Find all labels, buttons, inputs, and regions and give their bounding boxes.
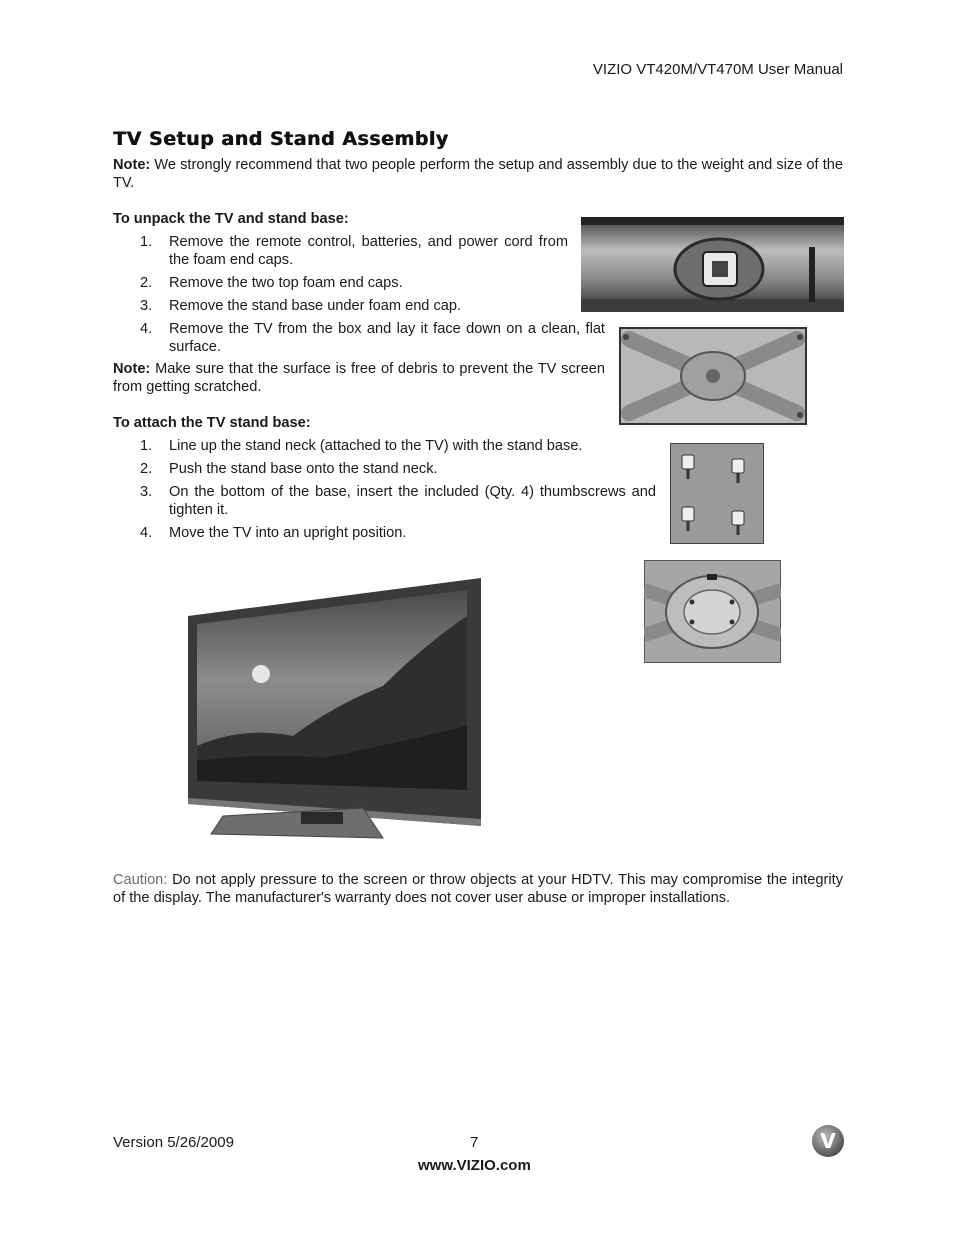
- foam-end-cap-photo: [581, 217, 844, 312]
- step-number: 1.: [140, 438, 153, 454]
- unpack-steps-list: [140, 233, 605, 356]
- surface-note-label: Note:: [113, 361, 151, 377]
- list-item: [140, 460, 656, 478]
- list-item: [140, 437, 656, 455]
- step-text: Remove the stand base under foam end cap.: [169, 298, 462, 314]
- step-number: 2.: [140, 275, 153, 291]
- list-item: [140, 297, 568, 315]
- caution-paragraph: [113, 871, 843, 907]
- intro-note-label: Note:: [113, 157, 151, 173]
- step-number: 2.: [140, 461, 153, 477]
- intro-note-text: We strongly recommend that two people perform the setup and assembly due to the weight and size of the TV.: [113, 157, 843, 191]
- attach-heading: To attach the TV stand base:: [113, 415, 311, 431]
- list-item: [140, 233, 568, 269]
- step-text: Push the stand base onto the stand neck.: [169, 461, 438, 477]
- assembled-tv-photo: [183, 576, 483, 842]
- section-title: TV Setup and Stand Assembly: [113, 128, 449, 150]
- step-number: 4.: [140, 525, 153, 541]
- step-number: 1.: [140, 234, 153, 250]
- vizio-logo-icon: V: [812, 1125, 844, 1157]
- page-number: 7: [470, 1134, 479, 1151]
- step-number: 3.: [140, 484, 153, 500]
- thumbscrews-photo: [670, 443, 764, 544]
- step-text: Move the TV into an upright position.: [169, 525, 407, 541]
- manual-title-header: VIZIO VT420M/VT470M User Manual: [592, 61, 843, 78]
- list-item: [140, 320, 605, 356]
- unpack-heading: To unpack the TV and stand base:: [113, 211, 349, 227]
- intro-note: [113, 156, 843, 192]
- list-item: [140, 483, 656, 519]
- step-number: 3.: [140, 298, 153, 314]
- version-text: Version 5/26/2009: [113, 1134, 234, 1151]
- surface-note-text: Make sure that the surface is free of debris to prevent the TV screen from getting scratched.: [113, 361, 605, 395]
- list-item: [140, 274, 568, 292]
- list-item: [140, 524, 656, 542]
- step-text: Remove the two top foam end caps.: [169, 275, 403, 291]
- step-text: Remove the remote control, batteries, and power cord from the foam end caps.: [169, 234, 568, 268]
- caution-text: Do not apply pressure to the screen or throw objects at your HDTV. This may compromise the integrity of the display. The manufacturer's warranty does not cover user abuse or improper installations.: [113, 872, 843, 906]
- website-url[interactable]: www.VIZIO.com: [418, 1157, 531, 1174]
- step-text: On the bottom of the base, insert the included (Qty. 4) thumbscrews and tighten it.: [169, 484, 656, 518]
- stand-base-photo: [619, 327, 807, 425]
- step-text: Line up the stand neck (attached to the TV) with the stand base.: [169, 438, 583, 454]
- attach-steps-list: [140, 437, 656, 542]
- step-text: Remove the TV from the box and lay it face down on a clean, flat surface.: [169, 321, 605, 355]
- step-number: 4.: [140, 321, 153, 337]
- base-bottom-photo: [644, 560, 781, 663]
- surface-note: [113, 360, 605, 396]
- caution-label: Caution:: [113, 872, 168, 888]
